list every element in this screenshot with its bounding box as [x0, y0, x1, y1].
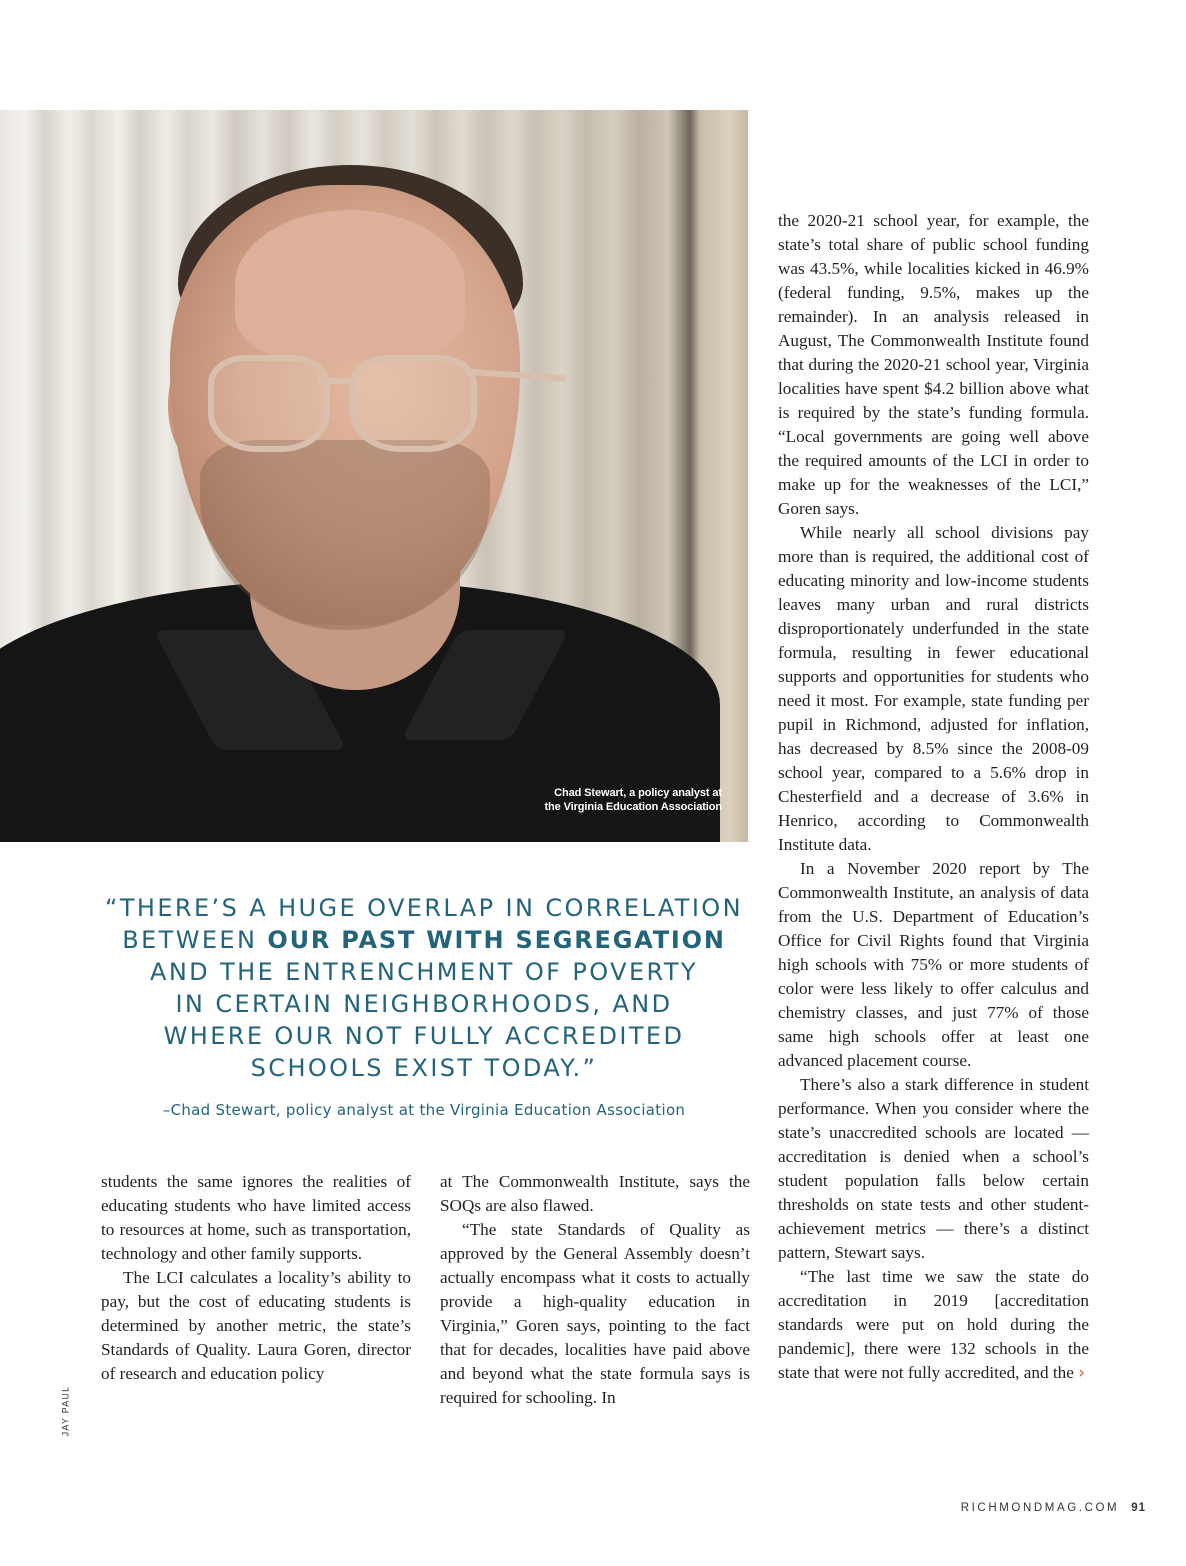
pull-quote-line2-pre: BETWEEN [122, 926, 268, 954]
column3-paragraph: the 2020-21 school year, for example, the state’s total share of public school funding was 43.5%, while localities kicked in 46.9% (federal funding, 9.5%, makes up the remainder). In an analysis released in August, The Commonwealth Institute found that during the 2020-21 school year, Virginia localities have spent $4.2 billion above what is required by the state’s funding formula. “Local governments are going well above the required amounts of the LCI in order to make up for the weaknesses of the LCI,” Goren says. [778, 211, 1089, 518]
photo-caption [544, 786, 722, 814]
column3-paragraph [778, 1265, 1089, 1385]
pull-quote-line6: SCHOOLS EXIST TODAY.” [250, 1054, 598, 1082]
pull-quote-line4: IN CERTAIN NEIGHBORHOODS, AND [175, 990, 673, 1018]
column1-paragraph: students the same ignores the realities of educating students who have limited access to resources at home, such as transportation, technology and other family supports. [101, 1172, 411, 1263]
footer-site: RICHMONDMAG.COM [960, 1502, 1120, 1514]
column2-paragraph: at The Commonwealth Institute, says the SOQs are also flawed. [440, 1172, 750, 1215]
photo-credit-text: JAY PAUL [60, 1385, 71, 1437]
photo-caption-line1: Chad Stewart, a policy analyst at [554, 787, 722, 799]
column3-last-text: “The last time we saw the state do accreditation in 2019 [accreditation standards were put on hold during the pandemic], there were 132 schools in the state that were not fully accredited, and the [778, 1267, 1089, 1382]
glasses-lens-right [350, 355, 477, 452]
column1-paragraph: The LCI calculates a locality’s ability to pay, but the cost of educating students is determined by another metric, the state’s Standards of Quality. Laura Goren, director of research and education policy [101, 1268, 411, 1383]
photo-caption-line2: the Virginia Education Association [544, 801, 722, 813]
column3-paragraph: There’s also a stark difference in student performance. When you consider where the state’s unaccredited schools are located — accreditation is denied when a school’s student population falls below certain thresholds on state tests and other student-achievement metrics — there’s a distinct pattern, Stewart says. [778, 1075, 1089, 1262]
page-footer [961, 1502, 1146, 1514]
body-column-3 [778, 209, 1089, 1385]
pull-quote-line1: “THERE’S A HUGE OVERLAP IN CORRELATION [105, 894, 743, 922]
page-number: 91 [1131, 1502, 1146, 1514]
photo-forehead [235, 210, 465, 360]
pull-quote-emphasis: OUR PAST WITH SEGREGATION [267, 926, 726, 954]
glasses-lens-left [208, 355, 330, 452]
column2-paragraph: “The state Standards of Quality as approved by the General Assembly doesn’t actually encompass what it costs to actually provide a high-quality education in Virginia,” Goren says, pointing to the fact that for decades, localities have paid above and beyond what the state formula says is required for schooling. In [440, 1220, 750, 1407]
pull-quote-attribution: –Chad Stewart, policy analyst at the Virginia Education Association [162, 1101, 686, 1119]
body-column-2 [440, 1170, 750, 1410]
continue-arrow-icon: › [1078, 1363, 1086, 1383]
pull-quote-line3: AND THE ENTRENCHMENT OF POVERTY [150, 958, 698, 986]
body-column-1 [101, 1170, 411, 1386]
pull-quote-line5: WHERE OUR NOT FULLY ACCREDITED [163, 1022, 685, 1050]
column3-paragraph: While nearly all school divisions pay more than is required, the additional cost of educating minority and low-income students leaves many urban and rural districts disproportionately underfunded in the state formula, resulting in fewer educational supports and opportunities for students who need it most. For example, state funding per pupil in Richmond, adjusted for inflation, has decreased by 8.5% since the 2008-09 school year, compared to a 5.6% drop in Chesterfield and a decrease of 3.6% in Henrico, according to Commonwealth Institute data. [778, 523, 1089, 854]
pull-quote-line2 [60, 924, 788, 956]
portrait-photo [0, 110, 748, 842]
photo-credit [50, 1382, 80, 1442]
glasses-bridge [318, 378, 354, 384]
column3-paragraph: In a November 2020 report by The Commonwealth Institute, an analysis of data from the U.S. Department of Education’s Office for Civil Rights found that Virginia high schools with 75% or more students of color were less likely to offer calculus and chemistry classes, and just 77% of those same high schools offer at least one advanced placement course. [778, 859, 1089, 1070]
pull-quote [60, 892, 788, 1084]
